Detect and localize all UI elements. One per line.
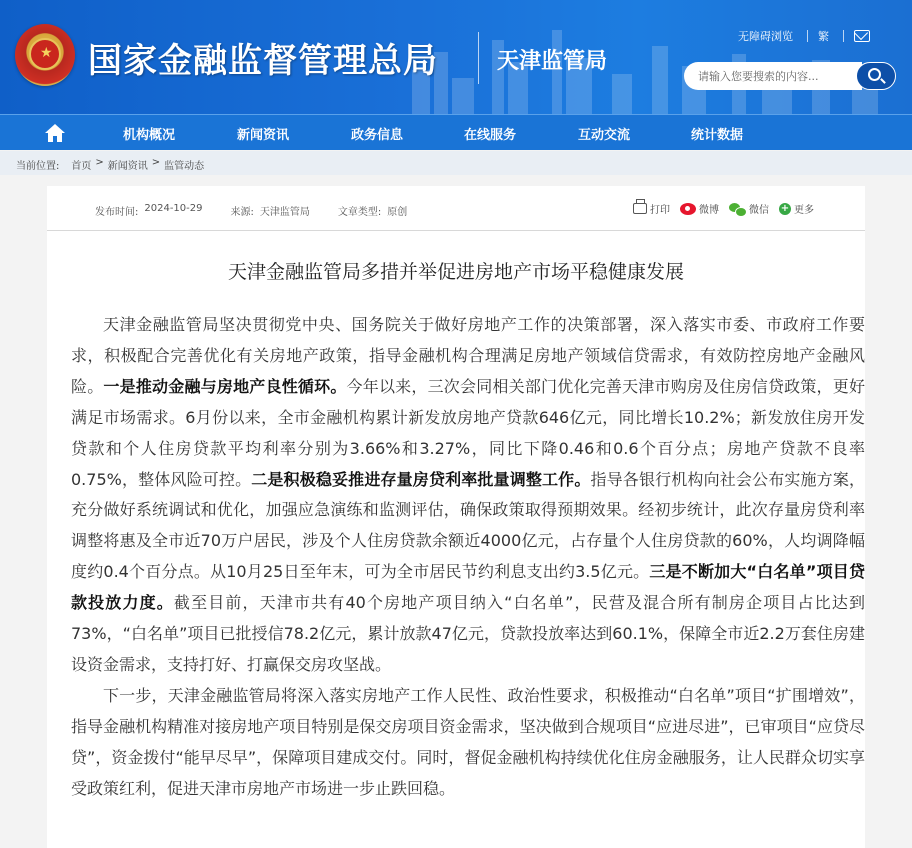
search-icon <box>868 68 881 81</box>
wechat-label: 微信 <box>749 205 769 216</box>
share-wechat-button[interactable] <box>729 201 769 216</box>
paragraph-text: 下一步，天津金融监管局将深入落实房地产工作人民性、政治性要求，积极推动“白名单”项目“扩围增效”，指导金融机构精准对接房地产项目特别是保交房项目资金需求，坚决做到合规项目“应进尽进”，已审项目“应贷尽贷”，资金拨付“能早尽早”，保障项目建成交付。同时，督促金融机构持续优化住房金融服务，让人民群众切实享受政策红利，促进天津市房地产市场进一步止跌回稳。 <box>71 685 865 798</box>
article-type: 原创 <box>387 207 408 218</box>
share-toolbar <box>633 201 824 216</box>
link-divider <box>843 30 844 42</box>
top-links <box>738 28 870 44</box>
nav-item-statistics[interactable]: 统计数据 <box>691 128 744 143</box>
article-paragraph <box>71 681 865 805</box>
emblem-center <box>29 38 61 70</box>
breadcrumb <box>16 157 208 172</box>
weibo-label: 微博 <box>699 205 719 216</box>
search-button[interactable] <box>856 62 896 90</box>
sub-title[interactable]: 天津监管局 <box>497 49 608 74</box>
nav-item-government-info[interactable]: 政务信息 <box>351 128 404 143</box>
print-icon <box>633 203 647 214</box>
source-label: 来源: <box>230 207 254 218</box>
nav-item-online-services[interactable]: 在线服务 <box>464 128 517 143</box>
breadcrumb-supervision-news[interactable]: 监管动态 <box>164 161 205 172</box>
article-card <box>47 186 865 848</box>
divider <box>47 230 865 231</box>
nav-item-news[interactable]: 新闻资讯 <box>237 128 290 143</box>
traditional-chinese-link[interactable]: 繁 <box>818 30 829 43</box>
breadcrumb-home[interactable]: 首页 <box>71 161 92 172</box>
publish-date: 2024-10-29 <box>144 203 203 214</box>
emphasis-heading: 三是不断加大“白名单”项目贷款投放力度。 <box>71 562 865 613</box>
title-divider <box>478 32 479 84</box>
breadcrumb-bar <box>0 151 912 175</box>
type-label: 文章类型: <box>337 207 382 218</box>
search-input[interactable] <box>684 62 862 90</box>
date-label: 发布时间: <box>95 207 139 218</box>
main-nav <box>0 114 912 150</box>
emphasis-heading: 一是推动金融与房地产良性循环。 <box>103 376 347 396</box>
home-icon[interactable] <box>44 123 66 143</box>
print-button[interactable] <box>633 201 670 216</box>
link-divider <box>807 30 808 42</box>
search-box <box>684 62 896 90</box>
article-paragraph <box>71 310 865 681</box>
star-icon: ★ <box>40 45 53 61</box>
breadcrumb-separator: > <box>151 157 161 168</box>
paragraph-text: 截至目前，天津市共有40个房地产项目纳入“白名单”，民营及混合所有制房企项目占比达到73%，“白名单”项目已批授信78.2亿元，累计放款47亿元，贷款投放率达到60.1%，保障全市近2.2万套住房建设资金需求，支持打好、打赢保交房攻坚战。 <box>71 593 865 674</box>
accessibility-link[interactable]: 无障碍浏览 <box>738 30 793 43</box>
emphasis-heading: 二是积极稳妥推进存量房贷利率批量调整工作。 <box>251 469 591 489</box>
paragraph-text: 指导各银行机构向社会公布实施方案，充分做好系统调试和优化，加强应急演练和监测评估，确保政策取得预期效果。经初步统计，此次存量房贷利率调整将惠及全市近70万户居民，涉及个人住房贷款余额近4000亿元，占存量个人住房贷款的60%，人均调降幅度约0.4个百分点。从10月25日至年末，可为全市居民节约利息支出约3.5亿元。 <box>71 469 865 582</box>
paragraph-text: 天津金融监管局坚决贯彻党中央、国务院关于做好房地产工作的决策部署，深入落实市委、市政府工作要求，积极配合完善优化有关房地产政策，指导金融机构合理满足房地产领域信贷需求，有效防控房地产金融风险。 <box>71 315 865 396</box>
nav-item-about[interactable]: 机构概况 <box>123 128 176 143</box>
site-header <box>0 0 912 114</box>
breadcrumb-news[interactable]: 新闻资讯 <box>107 161 148 172</box>
national-emblem-logo[interactable] <box>15 24 75 86</box>
mail-icon[interactable] <box>854 30 870 42</box>
article-meta <box>95 203 435 218</box>
wechat-icon <box>729 203 746 215</box>
paragraph-text: 今年以来，三次会同相关部门优化完善天津市购房及住房信贷政策，更好满足市场需求。6月份以来，全市金融机构累计新发放房地产贷款646亿元，同比增长10.2%；新发放住房开发贷款和个人住房贷款平均利率分别为3.66%和3.27%，同比下降0.46和0.6个百分点；房地产贷款不良率0.75%，整体风险可控。 <box>71 376 865 489</box>
breadcrumb-separator: > <box>95 157 104 168</box>
nav-item-interaction[interactable]: 互动交流 <box>578 128 631 143</box>
org-title[interactable]: 国家金融监督管理总局 <box>88 41 438 81</box>
article-source: 天津监管局 <box>259 207 310 218</box>
breadcrumb-label: 当前位置: <box>16 161 60 172</box>
article-title: 天津金融监管局多措并举促进房地产市场平稳健康发展 <box>227 261 684 283</box>
share-weibo-button[interactable] <box>680 201 719 216</box>
share-more-button[interactable] <box>779 201 814 216</box>
more-label: 更多 <box>794 205 814 216</box>
print-label: 打印 <box>650 205 670 216</box>
article-body <box>71 310 865 805</box>
weibo-icon <box>680 203 696 215</box>
plus-icon: + <box>780 202 790 214</box>
